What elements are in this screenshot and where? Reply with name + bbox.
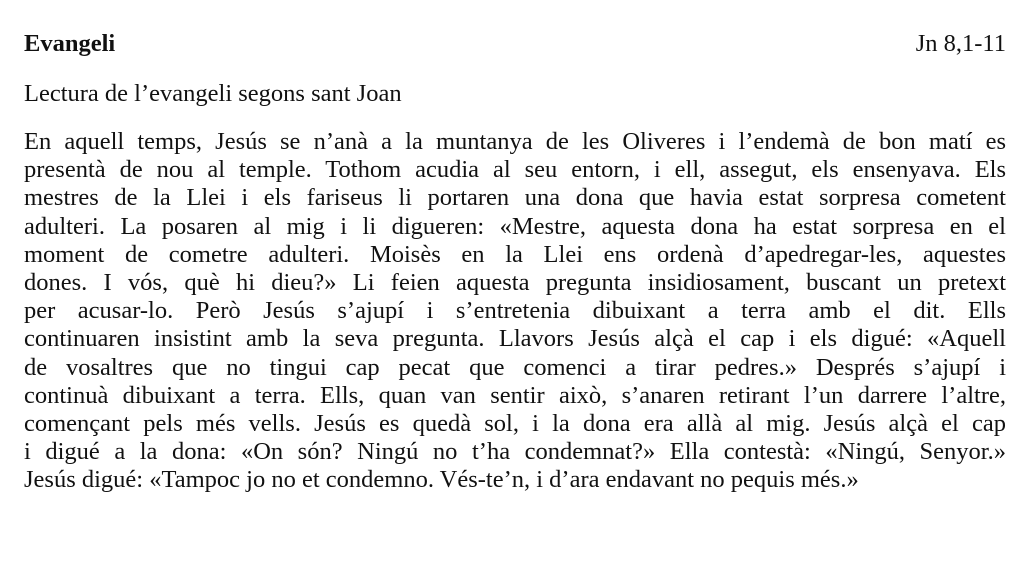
reading-subtitle: Lectura de l’evangeli segons sant Joan bbox=[24, 80, 402, 107]
body-line: presentà de nou al temple. Tothom acudia al seu entorn, i ell, assegut, els ensenyava. Els bbox=[24, 156, 1006, 184]
body-line: continuaren insistint amb la seva pregunta. Llavors Jesús alçà el cap i els digué: «Aquell bbox=[24, 325, 1006, 353]
body-line: començant pels més vells. Jesús es quedà sol, i la dona era allà al mig. Jesús alçà el cap bbox=[24, 410, 1006, 438]
body-line: mestres de la Llei i els fariseus li portaren una dona que havia estat sorpresa cometent bbox=[24, 184, 1006, 212]
body-line: continuà dibuixant a terra. Ells, quan van sentir això, s’anaren retirant l’un darrere l’altre, bbox=[24, 381, 1006, 409]
scripture-reference: Jn 8,1-11 bbox=[915, 30, 1006, 57]
reading-header bbox=[24, 28, 1006, 60]
reading-title: Evangeli bbox=[24, 30, 116, 57]
reading-body bbox=[24, 128, 1006, 495]
body-line: per acusar-lo. Però Jesús s’ajupí i s’entretenia dibuixant a terra amb el dit. Ells bbox=[24, 297, 1006, 325]
body-line: i digué a la dona: «On són? Ningú no t’ha condemnat?» Ella contestà: «Ningú, Senyor.» bbox=[24, 438, 1006, 466]
body-line: En aquell temps, Jesús se n’anà a la muntanya de les Oliveres i l’endemà de bon matí es bbox=[24, 128, 1006, 155]
body-line: dones. I vós, què hi dieu?» Li feien aquesta pregunta insidiosament, buscant un pretext bbox=[24, 269, 1006, 297]
body-line: de vosaltres que no tingui cap pecat que comenci a tirar pedres.» Després s’ajupí i bbox=[24, 353, 1006, 381]
body-line: Jesús digué: «Tampoc jo no et condemno. Vés-te’n, i d’ara endavant no pequis més.» bbox=[24, 466, 859, 494]
body-line: adulteri. La posaren al mig i li digueren: «Mestre, aquesta dona ha estat sorpresa en el bbox=[24, 212, 1006, 240]
body-line: moment de cometre adulteri. Moisès en la Llei ens ordenà d’apedregar-les, aquestes bbox=[24, 240, 1006, 268]
